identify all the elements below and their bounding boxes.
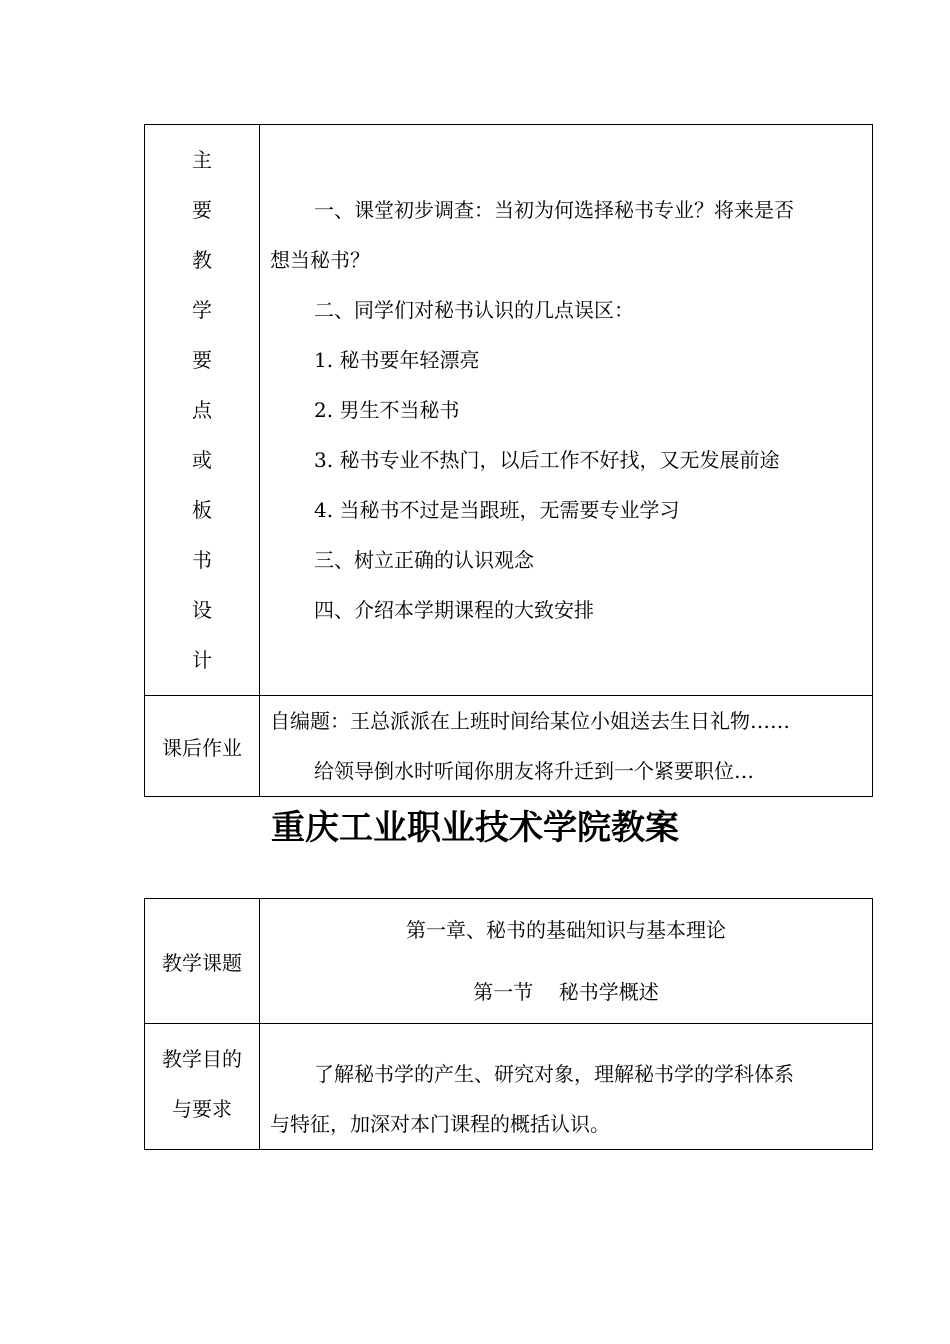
goal-row — [145, 1024, 873, 1150]
label-char: 板 — [192, 498, 212, 522]
content-line: 1. 秘书要年轻漂亮 — [314, 348, 480, 372]
lesson-plan-table-1 — [144, 124, 873, 797]
label-char: 点 — [192, 398, 212, 422]
homework-line: 自编题：王总派派在上班时间给某位小姐送去生日礼物…… — [270, 709, 790, 733]
homework-row — [145, 696, 873, 797]
label-char: 计 — [192, 648, 212, 672]
label-char: 设 — [192, 598, 212, 622]
content-line: 3. 秘书专业不热门，以后工作不好找，又无发展前途 — [314, 448, 780, 472]
topic-content — [260, 899, 873, 1024]
goal-line: 了解秘书学的产生、研究对象，理解秘书学的学科体系 — [314, 1062, 794, 1086]
label-char: 要 — [192, 198, 212, 222]
homework-content — [260, 696, 873, 797]
label-char: 或 — [192, 448, 212, 472]
content-line: 二、同学们对秘书认识的几点误区： — [314, 298, 634, 322]
key-points-row — [145, 125, 873, 696]
goal-label-line: 与要求 — [172, 1097, 232, 1121]
goal-line: 与特征，加深对本门课程的概括认识。 — [270, 1112, 610, 1136]
label-char: 教 — [192, 248, 212, 272]
content-line: 4. 当秘书不过是当跟班，无需要专业学习 — [314, 498, 680, 522]
content-line: 一、课堂初步调查：当初为何选择秘书专业？将来是否 — [314, 198, 794, 222]
content-line: 三、树立正确的认识观念 — [314, 548, 534, 572]
topic-row — [145, 899, 873, 1024]
key-points-content — [260, 125, 873, 696]
lesson-plan-table-2 — [144, 898, 873, 1150]
topic-label: 教学课题 — [145, 899, 260, 1024]
label-char: 学 — [192, 298, 212, 322]
key-points-label — [145, 125, 260, 696]
goal-label — [145, 1024, 260, 1150]
chapter-title: 第一章、秘书的基础知识与基本理论 — [406, 918, 726, 942]
school-title: 重庆工业职业技术学院教案 — [271, 808, 679, 848]
content-line: 四、介绍本学期课程的大致安排 — [314, 598, 594, 622]
label-char: 书 — [192, 548, 212, 572]
goal-label-line: 教学目的 — [162, 1047, 242, 1071]
section-title: 第一节 秘书学概述 — [473, 980, 659, 1004]
content-line: 想当秘书？ — [270, 248, 370, 272]
goal-content — [260, 1024, 873, 1150]
content-line: 2. 男生不当秘书 — [314, 398, 460, 422]
label-char: 要 — [192, 348, 212, 372]
label-char: 主 — [192, 148, 212, 172]
homework-line: 给领导倒水时听闻你朋友将升迁到一个紧要职位… — [314, 759, 754, 783]
homework-label: 课后作业 — [145, 696, 260, 797]
